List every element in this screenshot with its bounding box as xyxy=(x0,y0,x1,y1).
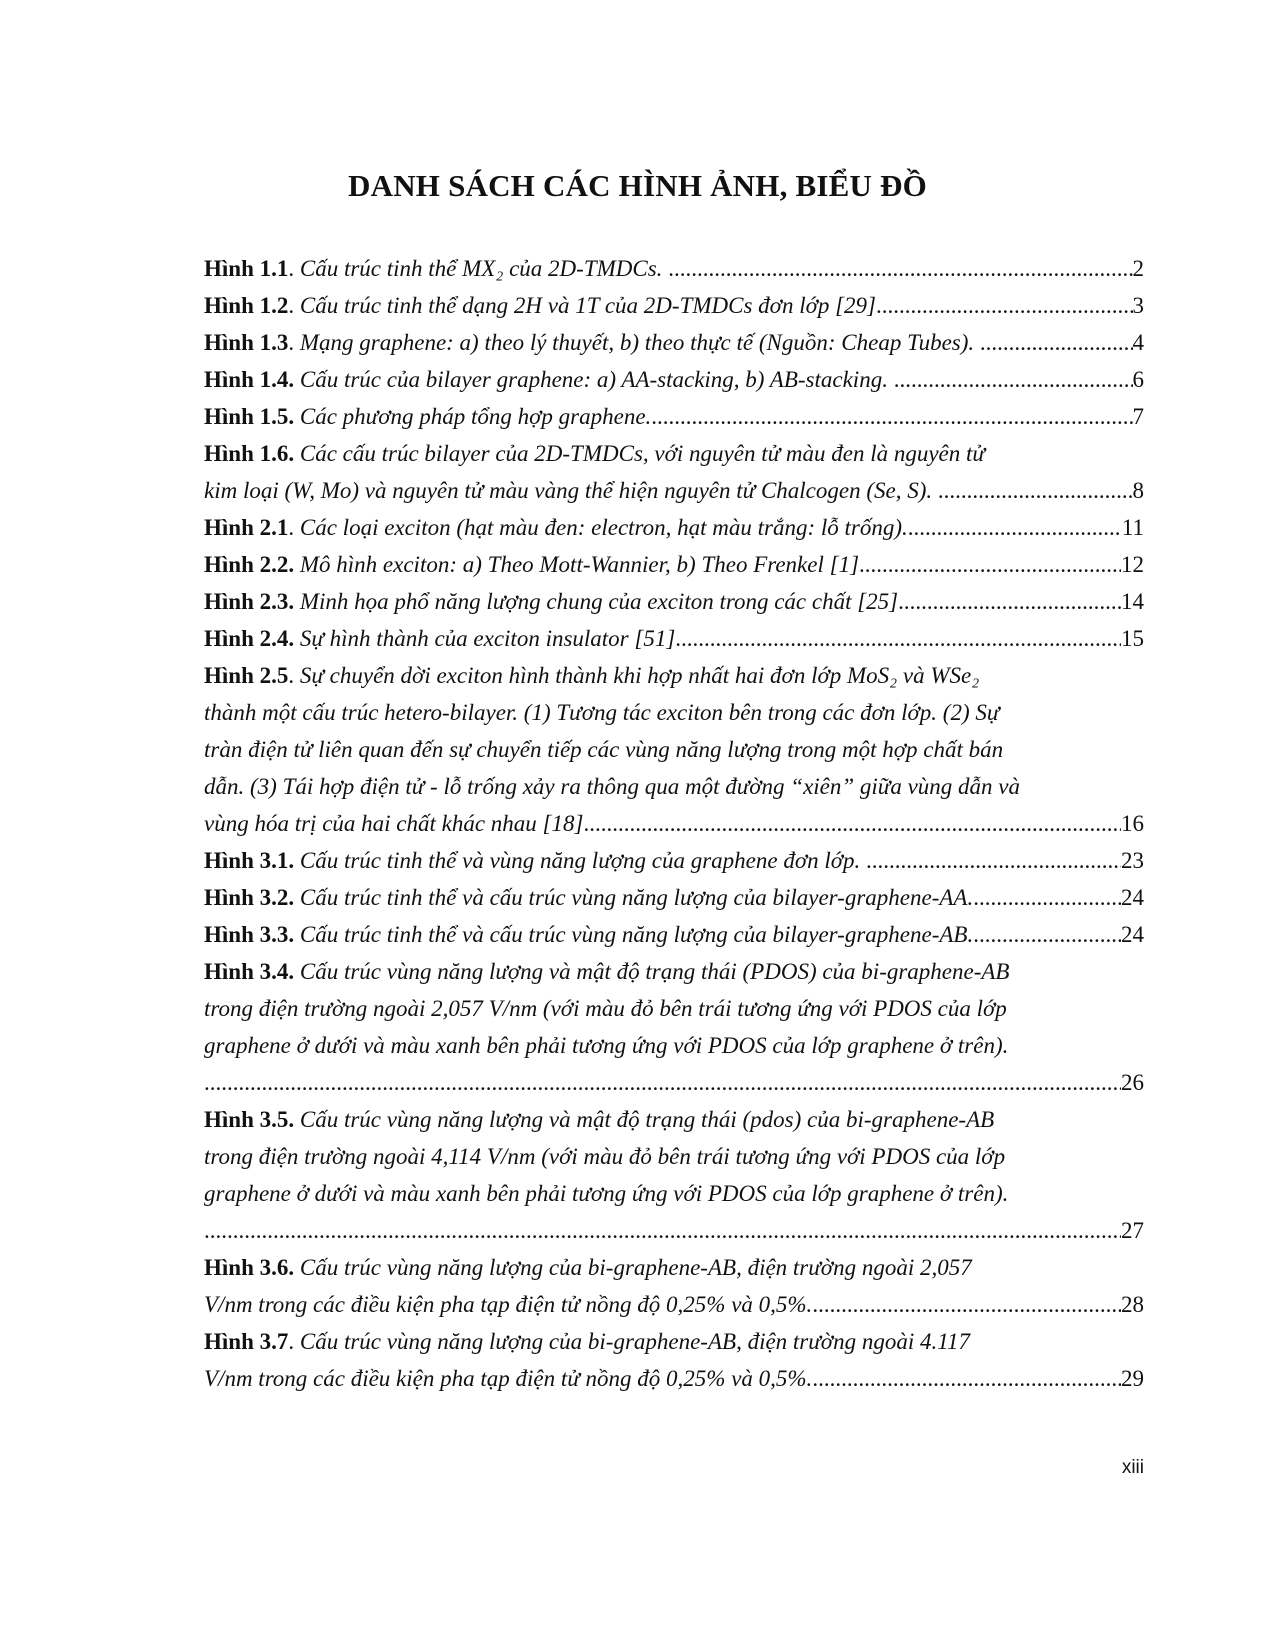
entry-line xyxy=(204,1101,1144,1138)
entry-line xyxy=(204,1175,1144,1212)
entry-page-number: 16 xyxy=(1121,811,1144,836)
entry-page-number: 27 xyxy=(1121,1218,1144,1243)
figure-label: Hình 1.1 xyxy=(204,256,289,281)
figure-entry[interactable] xyxy=(204,620,1144,657)
figure-caption: Cấu trúc vùng năng lượng và mật độ trạng thái (pdos) của bi-graphene-AB xyxy=(299,1107,995,1132)
entry-line xyxy=(204,1212,1144,1249)
entry-line xyxy=(204,879,1144,916)
figure-entry[interactable] xyxy=(204,324,1144,361)
entry-line xyxy=(204,694,1144,731)
figure-label: Hình 3.5. xyxy=(204,1107,295,1132)
figure-caption: kim loại (W, Mo) và nguyên tử màu vàng thể hiện nguyên tử Chalcogen (Se, S). xyxy=(204,478,938,503)
figure-label: Hình 2.3. xyxy=(204,589,295,614)
figure-caption: Mô hình exciton: a) Theo Mott-Wannier, b) Theo Frenkel [1] xyxy=(299,552,860,577)
dot-leader xyxy=(859,546,1121,583)
figure-list xyxy=(204,250,1144,1397)
label-separator: . xyxy=(288,515,300,540)
entry-line xyxy=(204,657,1144,694)
figure-caption: dẫn. (3) Tái hợp điện tử - lỗ trống xảy ra thông qua một đường “xiên” giữa vùng dẫn và xyxy=(204,774,1021,799)
dot-leader xyxy=(675,620,1121,657)
entry-line xyxy=(204,805,1144,842)
figure-label: Hình 3.3. xyxy=(204,922,295,947)
entry-line xyxy=(204,731,1144,768)
dot-leader xyxy=(876,287,1132,324)
entry-line xyxy=(204,250,1144,287)
dot-leader xyxy=(973,916,1121,953)
entry-page-number: 4 xyxy=(1132,330,1144,355)
figure-caption: Cấu trúc tinh thể và cấu trúc vùng năng lượng của bilayer-graphene-AB. xyxy=(299,922,974,947)
entry-line xyxy=(204,1138,1144,1175)
figure-caption: Cấu trúc tinh thể MX₂ của 2D-TMDCs. xyxy=(299,256,669,281)
entry-page-number: 26 xyxy=(1121,1070,1144,1095)
entry-line xyxy=(204,509,1144,546)
figure-caption: tràn điện tử liên quan đến sự chuyển tiếp các vùng năng lượng trong một hợp chất bán xyxy=(204,737,1004,762)
entry-page-number: 14 xyxy=(1121,589,1144,614)
dot-leader xyxy=(583,805,1121,842)
figure-label: Hình 3.4. xyxy=(204,959,295,984)
figure-caption: Sự chuyển dời exciton hình thành khi hợp nhất hai đơn lớp MoS₂ và WSe₂ xyxy=(299,663,980,688)
dot-leader xyxy=(204,1212,1121,1249)
figure-caption: graphene ở dưới và màu xanh bên phải tương ứng với PDOS của lớp graphene ở trên). xyxy=(204,1181,1009,1206)
figure-entry[interactable] xyxy=(204,879,1144,916)
figure-caption: vùng hóa trị của hai chất khác nhau [18] xyxy=(204,811,584,836)
entry-line xyxy=(204,398,1144,435)
label-separator: . xyxy=(288,256,300,281)
figure-entry[interactable] xyxy=(204,657,1144,842)
figure-entry[interactable] xyxy=(204,1249,1144,1323)
figure-label: Hình 2.4. xyxy=(204,626,295,651)
figure-caption: Các loại exciton (hạt màu đen: electron, hạt màu trắng: lỗ trống). xyxy=(299,515,908,540)
figure-caption: Sự hình thành của exciton insulator [51] xyxy=(299,626,676,651)
figure-label: Hình 3.2. xyxy=(204,885,295,910)
entry-line xyxy=(204,1064,1144,1101)
dot-leader xyxy=(980,324,1133,361)
entry-line xyxy=(204,1027,1144,1064)
entry-page-number: 7 xyxy=(1132,404,1144,429)
entry-line xyxy=(204,324,1144,361)
figure-entry[interactable] xyxy=(204,916,1144,953)
figure-caption: V/nm trong các điều kiện pha tạp điện tử nồng độ 0,25% và 0,5%. xyxy=(204,1292,813,1317)
entry-line xyxy=(204,990,1144,1027)
figure-entry[interactable] xyxy=(204,361,1144,398)
dot-leader xyxy=(973,879,1121,916)
figure-entry[interactable] xyxy=(204,1101,1144,1249)
figure-entry[interactable] xyxy=(204,509,1144,546)
entry-line xyxy=(204,546,1144,583)
entry-page-number: 11 xyxy=(1121,515,1144,540)
entry-line xyxy=(204,1249,1144,1286)
figure-label: Hình 1.6. xyxy=(204,441,295,466)
figure-entry[interactable] xyxy=(204,842,1144,879)
figure-caption: V/nm trong các điều kiện pha tạp điện tử nồng độ 0,25% và 0,5%. xyxy=(204,1366,813,1391)
page-title: DANH SÁCH CÁC HÌNH ẢNH, BIỂU ĐỒ xyxy=(348,168,927,203)
figure-caption: thành một cấu trúc hetero-bilayer. (1) Tương tác exciton bên trong các đơn lớp. (2) Sự xyxy=(204,700,1000,725)
figure-caption: trong điện trường ngoài 4,114 V/nm (với màu đỏ bên trái tương ứng với PDOS của lớp xyxy=(204,1144,1006,1169)
dot-leader xyxy=(812,1286,1121,1323)
label-separator: . xyxy=(288,293,300,318)
figure-entry[interactable] xyxy=(204,398,1144,435)
entry-page-number: 24 xyxy=(1121,922,1144,947)
entry-page-number: 8 xyxy=(1132,478,1144,503)
entry-page-number: 2 xyxy=(1132,256,1144,281)
entry-line xyxy=(204,768,1144,805)
entry-page-number: 23 xyxy=(1121,848,1144,873)
figure-caption: Các phương pháp tổng hợp graphene. xyxy=(299,404,652,429)
entry-page-number: 15 xyxy=(1121,626,1144,651)
figure-caption: Cấu trúc tinh thể và cấu trúc vùng năng lượng của bilayer-graphene-AA. xyxy=(299,885,974,910)
entry-page-number: 3 xyxy=(1132,293,1144,318)
dot-leader xyxy=(894,361,1133,398)
figure-label: Hình 3.7 xyxy=(204,1329,289,1354)
dot-leader xyxy=(812,1360,1121,1397)
figure-label: Hình 1.4. xyxy=(204,367,295,392)
figure-label: Hình 1.3 xyxy=(204,330,289,355)
figure-entry[interactable] xyxy=(204,287,1144,324)
label-separator: . xyxy=(288,1329,300,1354)
dot-leader xyxy=(866,842,1121,879)
figure-caption: Mạng graphene: a) theo lý thuyết, b) theo thực tế (Nguồn: Cheap Tubes). xyxy=(299,330,980,355)
figure-caption: Cấu trúc vùng năng lượng của bi-graphene-AB, điện trường ngoài 4.117 xyxy=(299,1329,971,1354)
figure-entry[interactable] xyxy=(204,435,1144,509)
label-separator: . xyxy=(288,663,300,688)
figure-caption: Minh họa phổ năng lượng chung của exciton trong các chất [25] xyxy=(299,589,899,614)
figure-caption: Cấu trúc vùng năng lượng và mật độ trạng thái (PDOS) của bi-graphene-AB xyxy=(299,959,1010,984)
figure-label: Hình 3.1. xyxy=(204,848,295,873)
entry-page-number: 24 xyxy=(1121,885,1144,910)
dot-leader xyxy=(898,583,1121,620)
figure-caption: Cấu trúc vùng năng lượng của bi-graphene-AB, điện trường ngoài 2,057 xyxy=(299,1255,972,1280)
figure-entry[interactable] xyxy=(204,1323,1144,1397)
entry-line xyxy=(204,287,1144,324)
entry-line xyxy=(204,583,1144,620)
entry-line xyxy=(204,1323,1144,1360)
entry-line xyxy=(204,1360,1144,1397)
dot-leader xyxy=(651,398,1132,435)
figure-label: Hình 2.1 xyxy=(204,515,289,540)
figure-entry[interactable] xyxy=(204,583,1144,620)
entry-line xyxy=(204,953,1144,990)
dot-leader xyxy=(908,509,1122,546)
figure-entry[interactable] xyxy=(204,953,1144,1101)
figure-caption: trong điện trường ngoài 2,057 V/nm (với màu đỏ bên trái tương ứng với PDOS của lớp xyxy=(204,996,1007,1021)
entry-line xyxy=(204,472,1144,509)
entry-line xyxy=(204,361,1144,398)
dot-leader xyxy=(204,1064,1121,1101)
entry-line xyxy=(204,916,1144,953)
dot-leader xyxy=(668,250,1132,287)
figure-caption: graphene ở dưới và màu xanh bên phải tương ứng với PDOS của lớp graphene ở trên). xyxy=(204,1033,1009,1058)
entry-page-number: 29 xyxy=(1121,1366,1144,1391)
dot-leader xyxy=(938,472,1133,509)
entry-line xyxy=(204,620,1144,657)
entry-line xyxy=(204,435,1144,472)
figure-label: Hình 3.6. xyxy=(204,1255,295,1280)
figure-label: Hình 2.5 xyxy=(204,663,289,688)
entry-line xyxy=(204,842,1144,879)
entry-line xyxy=(204,1286,1144,1323)
figure-entry[interactable] xyxy=(204,546,1144,583)
entry-page-number: 12 xyxy=(1121,552,1144,577)
figure-caption: Cấu trúc tinh thể dạng 2H và 1T của 2D-TMDCs đơn lớp [29] xyxy=(299,293,877,318)
figure-label: Hình 1.5. xyxy=(204,404,295,429)
label-separator: . xyxy=(288,330,300,355)
figure-caption: Cấu trúc tinh thể và vùng năng lượng của graphene đơn lớp. xyxy=(299,848,867,873)
figure-caption: Cấu trúc của bilayer graphene: a) AA-stacking, b) AB-stacking. xyxy=(299,367,894,392)
figure-caption: Các cấu trúc bilayer của 2D-TMDCs, với nguyên tử màu đen là nguyên tử xyxy=(299,441,985,466)
entry-page-number: 6 xyxy=(1132,367,1144,392)
figure-label: Hình 2.2. xyxy=(204,552,295,577)
figure-label: Hình 1.2 xyxy=(204,293,289,318)
page-number: xiii xyxy=(1121,1457,1144,1478)
entry-page-number: 28 xyxy=(1121,1292,1144,1317)
figure-entry[interactable] xyxy=(204,250,1144,287)
